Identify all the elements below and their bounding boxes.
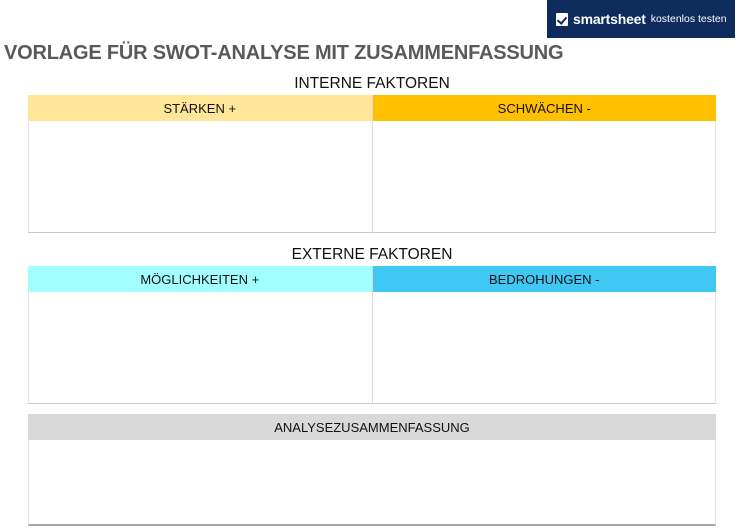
internal-factors-heading: INTERNE FAKTOREN (294, 75, 450, 92)
strengths-input-area[interactable] (28, 121, 372, 233)
analysis-summary-header: ANALYSEZUSAMMENFASSUNG (28, 414, 716, 440)
smartsheet-trial-banner[interactable] (547, 0, 735, 38)
external-factors-heading: EXTERNE FAKTOREN (291, 246, 453, 263)
opportunities-input-area[interactable] (28, 292, 372, 404)
opportunities-cell (28, 266, 372, 404)
strengths-cell (28, 95, 372, 233)
analysis-summary-section (28, 414, 716, 526)
external-factors-grid (28, 266, 716, 404)
internal-factors-grid (28, 95, 716, 233)
analysis-summary-input-area[interactable] (28, 440, 716, 526)
weaknesses-input-area[interactable] (373, 121, 717, 233)
page-title: VORLAGE FÜR SWOT-ANALYSE MIT ZUSAMMENFASSUNG (4, 42, 564, 64)
weaknesses-cell (372, 95, 717, 233)
weaknesses-header: SCHWÄCHEN - (373, 95, 717, 121)
brand-name: smartsheet (573, 11, 646, 27)
threats-input-area[interactable] (373, 292, 717, 404)
free-trial-link[interactable]: kostenlos testen (650, 13, 727, 25)
threats-header: BEDROHUNGEN - (373, 266, 717, 292)
smartsheet-logo-icon (556, 13, 568, 26)
opportunities-header: MÖGLICHKEITEN + (28, 266, 372, 292)
threats-cell (372, 266, 717, 404)
strengths-header: STÄRKEN + (28, 95, 372, 121)
